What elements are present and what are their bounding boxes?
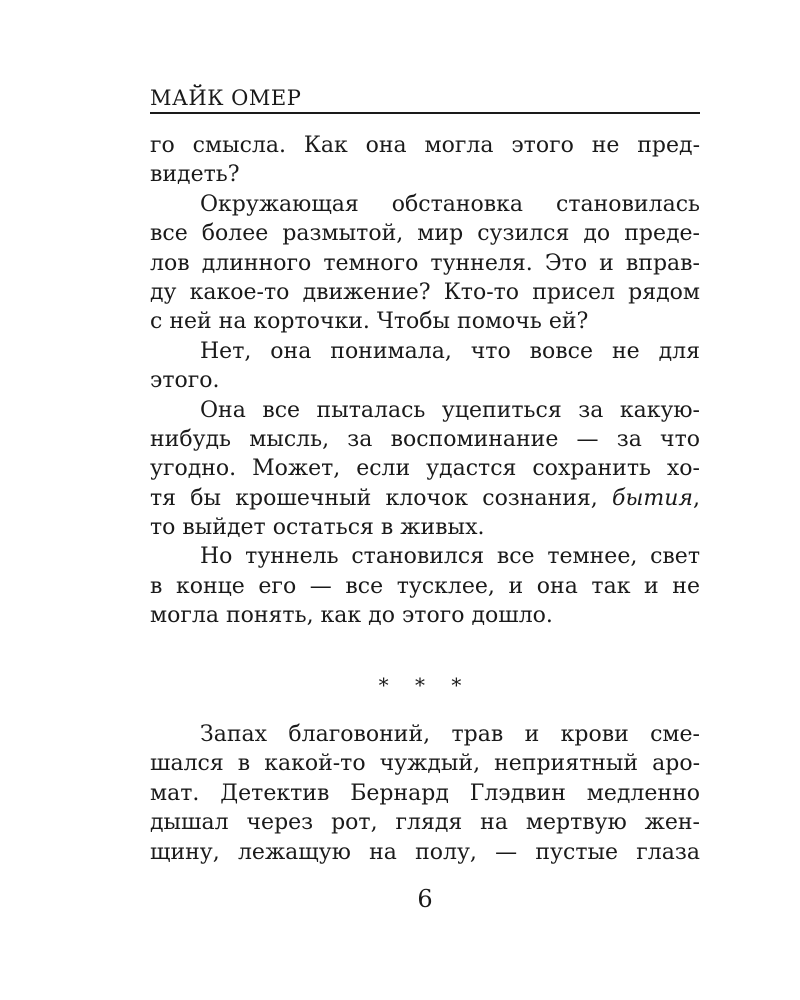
- text-line: шался в какой-то чуждый, неприятный аро-: [150, 751, 700, 777]
- text-line: ду какое-то движение? Кто-то присел рядом: [150, 279, 700, 305]
- text-line: Нет, она понимала, что вовсе не для: [200, 338, 700, 364]
- text-line: го смысла. Как она могла этого не пред-: [150, 133, 700, 158]
- text-line: все более размытой, мир сузился до преде-: [150, 221, 700, 247]
- text-line: этого.: [150, 368, 220, 394]
- text-line-with-italic: [150, 484, 700, 513]
- text-line: то выйдет остаться в живых.: [150, 515, 485, 541]
- text-line: Она все пыталась уцепиться за какую-: [200, 397, 700, 423]
- text-line: щину, лежащую на полу, — пустые глаза: [150, 839, 700, 865]
- text-line: Окружающая обстановка становилась: [200, 191, 700, 217]
- text-block-bottom: [150, 720, 700, 867]
- text-line: нибудь мысль, за воспоминание — за что: [150, 426, 700, 452]
- text-segment: тя бы крошечный клочок сознания,: [150, 485, 598, 511]
- text-line: Запах благовоний, трав и крови сме-: [200, 722, 700, 747]
- text-line: Но туннель становился все темнее, свет: [200, 544, 700, 570]
- text-line: лов длинного темного туннеля. Это и вправ-: [150, 250, 700, 276]
- text-line: в конце его — все тусклее, и она так и не: [150, 573, 700, 599]
- running-head-author: МАЙК ОМЕР: [150, 86, 700, 114]
- text-line: с ней на корточки. Чтобы помочь ей?: [150, 309, 589, 335]
- text-block-top: [150, 131, 700, 631]
- text-line: могла понять, как до этого дошло.: [150, 603, 553, 629]
- italic-word: бытия: [612, 485, 693, 511]
- text-segment: ,: [693, 485, 700, 511]
- text-line: угодно. Может, если удастся сохранить хо-: [150, 456, 700, 482]
- text-line: видеть?: [150, 162, 240, 188]
- text-line: дышал через рот, глядя на мертвую жен-: [150, 810, 700, 836]
- page-number: 6: [417, 885, 433, 913]
- section-separator: * * *: [378, 673, 472, 697]
- text-line: мат. Детектив Бернард Глэдвин медленно: [150, 780, 700, 806]
